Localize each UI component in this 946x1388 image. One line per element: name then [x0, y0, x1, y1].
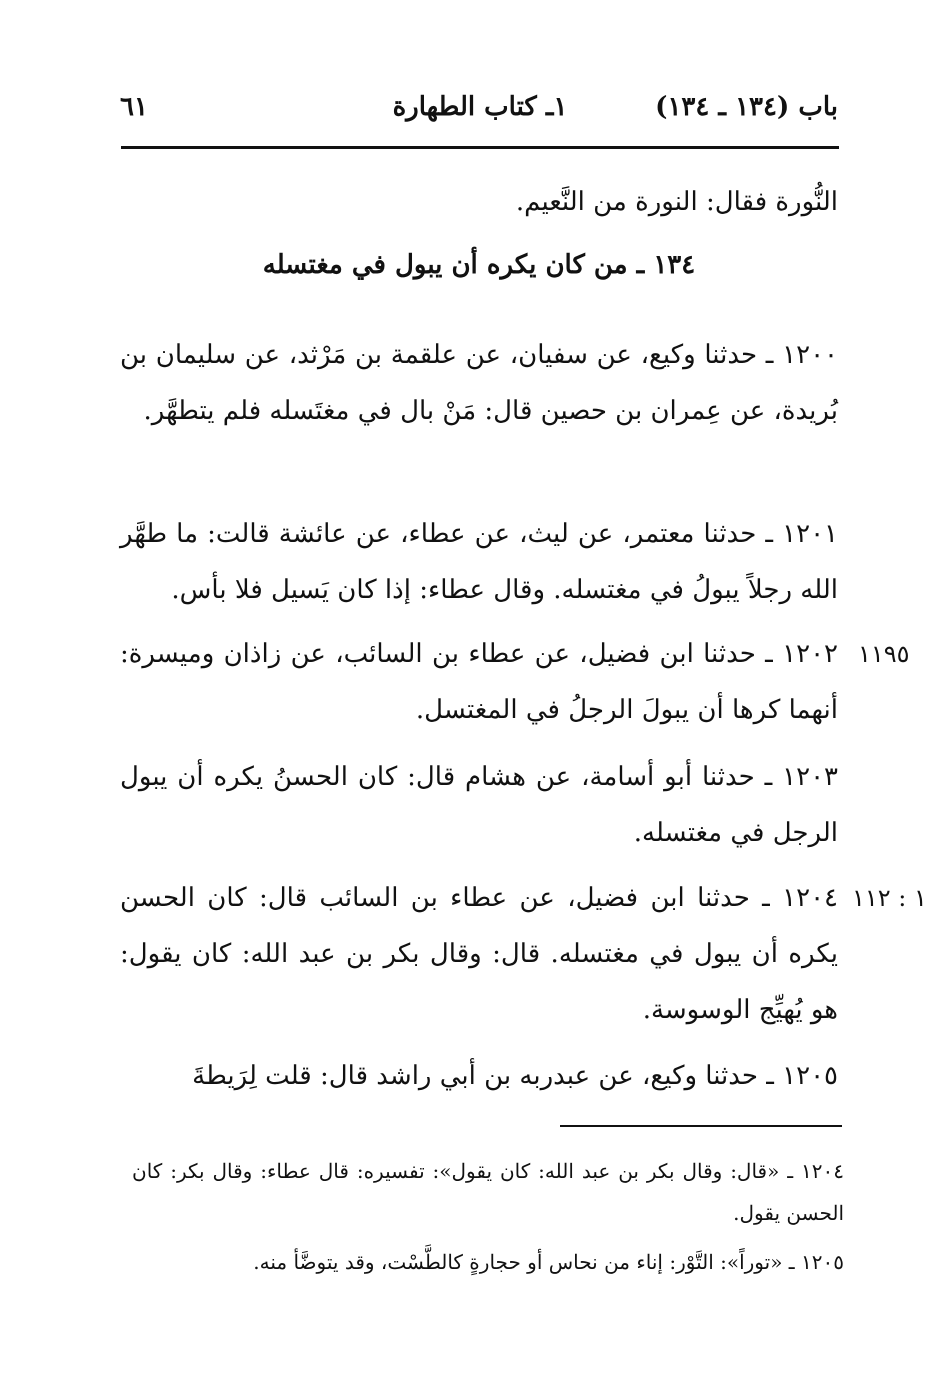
page-number: ٦١: [120, 92, 148, 122]
footnote-1205: ١٢٠٥ ـ «توراً»: التَّوْر: إناء من نحاس أو حجارةٍ كالطَّسْت، وقد يتوضَّأ منه.: [253, 1250, 844, 1274]
hadith-1205: ١٢٠٥ ـ حدثنا وكيع، عن عبدربه بن أبي راشد قال: قلت لِرَيطةَ: [192, 1061, 838, 1091]
margin-reference-1204: ١ : ١١٢: [852, 884, 927, 912]
margin-reference-1202: ١١٩٥: [858, 640, 910, 668]
footnote-1204: ١٢٠٤ ـ «قال: وقال بكر بن عبد الله: كان يقول»: تفسيره: قال عطاء: وقال بكر: كان الحسن يقول.: [132, 1159, 844, 1225]
header-rule: [121, 146, 839, 149]
footnote-rule: [560, 1125, 842, 1127]
hadith-1204: ١٢٠٤ ـ حدثنا ابن فضيل، عن عطاء بن السائب قال: كان الحسن يكره أن يبول في مغتسله. قال: وقال بكر بن عبد الله: كان يقول: هو يُهيِّج الوسوسة.: [120, 883, 838, 1025]
hadith-1202: ١٢٠٢ ـ حدثنا ابن فضيل، عن عطاء بن السائب، عن زاذان وميسرة: أنهما كرها أن يبولَ الرجلُ في المغتسل.: [120, 639, 838, 725]
section-heading: ١٣٤ ـ من كان يكره أن يبول في مغتسله: [262, 250, 696, 280]
hadith-1201: ١٢٠١ ـ حدثنا معتمر، عن ليث، عن عطاء، عن عائشة قالت: ما طهَّر الله رجلاً يبولُ في مغتسله. وقال عطاء: إذا كان يَسيل فلا بأس.: [120, 519, 838, 605]
header-book-title: ١ـ كتاب الطهارة: [392, 92, 568, 122]
opening-text: النُّورة فقال: النورة من النَّعيم.: [515, 187, 838, 217]
hadith-1203: ١٢٠٣ ـ حدثنا أبو أسامة، عن هشام قال: كان الحسنُ يكره أن يبول الرجل في مغتسله.: [120, 762, 838, 848]
hadith-1200: ١٢٠٠ ـ حدثنا وكيع، عن سفيان، عن علقمة بن مَرْثد، عن سليمان بن بُريدة، عن عِمران بن حصين قال: مَنْ بال في مغتَسله فلم يتطهَّر.: [120, 340, 838, 426]
header-chapter-range: باب (١٣٤ ـ ١٣٤): [655, 92, 838, 122]
